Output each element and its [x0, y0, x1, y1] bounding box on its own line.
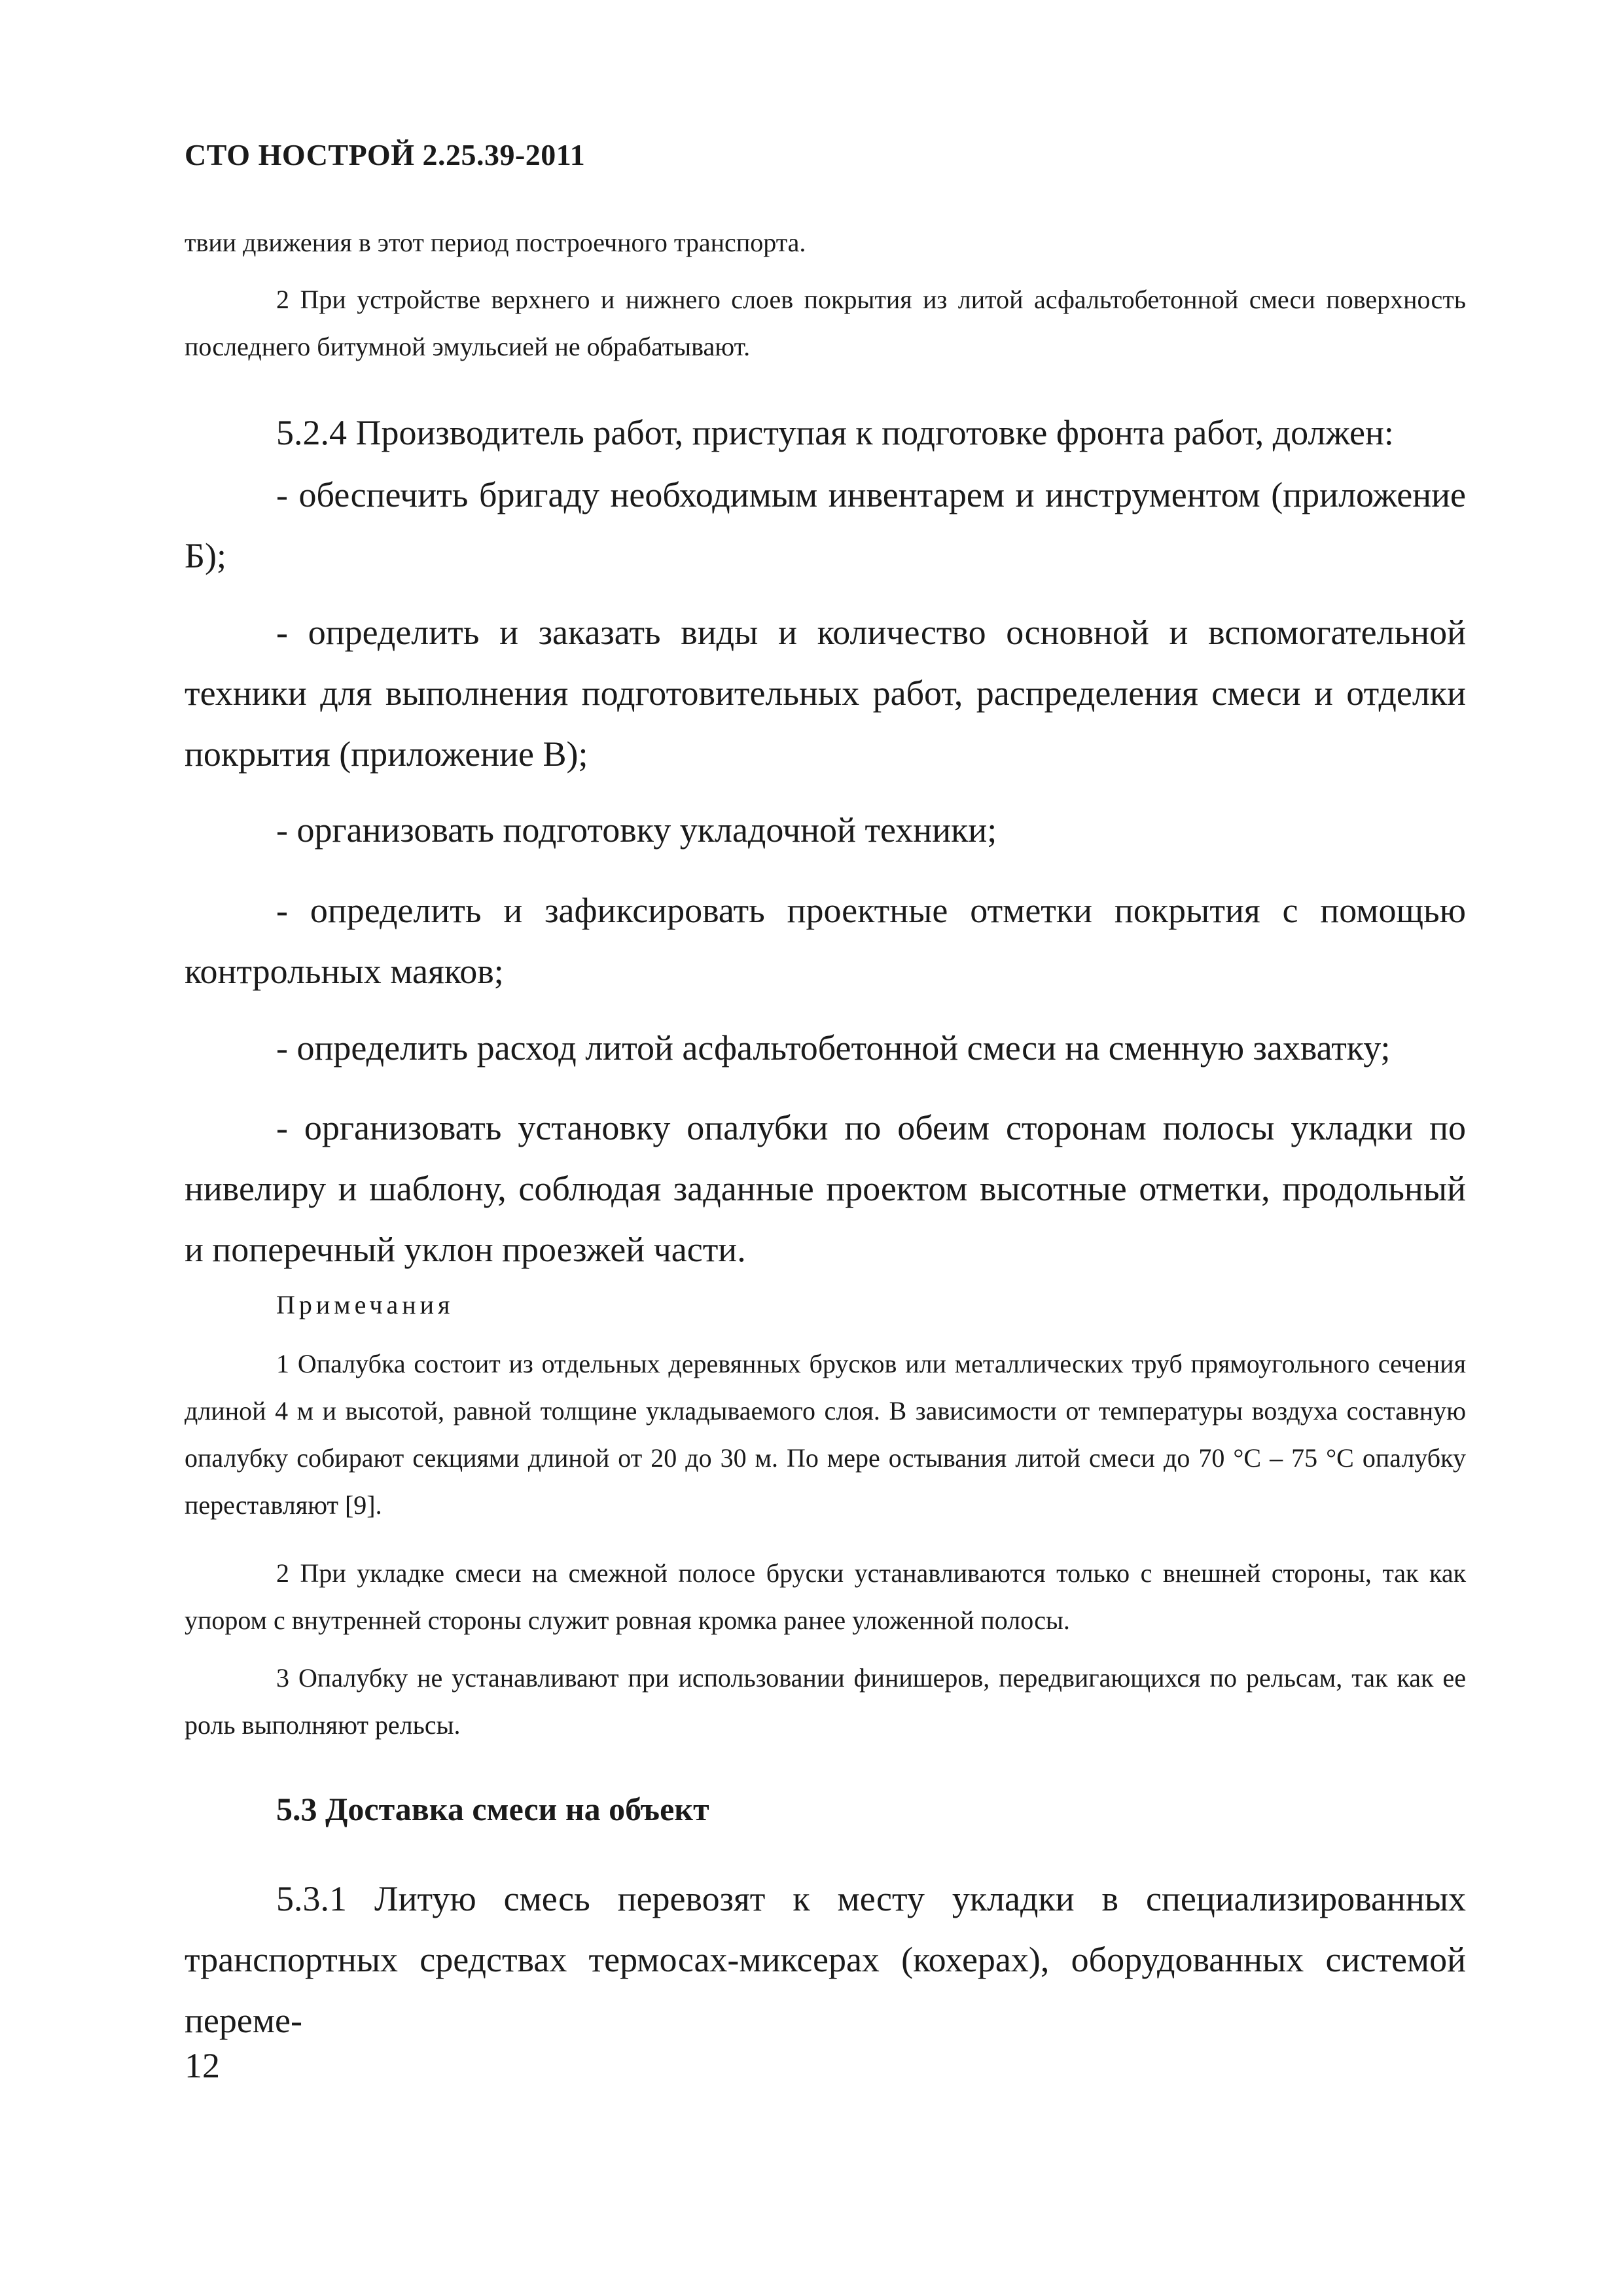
clause-item-4: - определить и зафиксировать проектные отметки покрытия с помощью контрольных маяков;	[185, 891, 1466, 991]
clause-5-2-4-intro: 5.2.4 Производитель работ, приступая к подготовке фронта работ, должен:	[276, 413, 1394, 452]
note-2: 2 При укладке смеси на смежной полосе бруски устанавливаются только с внешней стороны, так как упором с внутренней стороны служит ровная кромка ранее уложенной полосы.	[185, 1558, 1466, 1635]
clause-item-1: - обеспечить бригаду необходимым инвентарем и инструментом (приложение Б);	[185, 475, 1466, 575]
continuation-text: твии движения в этот период построечного транспорта.	[185, 228, 806, 257]
note-3: 3 Опалубку не устанавливают при использовании финишеров, передвигающихся по рельсам, так как ее роль выполняют рельсы.	[185, 1663, 1466, 1740]
page-number: 12	[185, 2046, 220, 2085]
clause-item-3: - организовать подготовку укладочной техники;	[276, 810, 997, 850]
document-code-header: СТО НОСТРОЙ 2.25.39-2011	[185, 138, 586, 171]
clause-item-6: - организовать установку опалубки по обеим сторонам полосы укладки по нивелиру и шаблону, соблюдая заданные проектом высотные отметки, продольный и поперечный уклон проезжей части.	[185, 1108, 1466, 1269]
top-note-2: 2 При устройстве верхнего и нижнего слоев покрытия из литой асфальтобетонной смеси поверхность последнего битумной эмульсией не обрабатывают.	[185, 285, 1466, 361]
note-1: 1 Опалубка состоит из отдельных деревянных брусков или металлических труб прямоугольного сечения длиной 4 м и высотой, равной толщине укладываемого слоя. В зависимости от температуры воздуха составную опалубку собирают секциями длиной от 20 до 30 м. По мере остывания литой смеси до 70 °С – 75 °С опалубку переставляют [9].	[185, 1349, 1466, 1520]
clause-5-3-1: 5.3.1 Литую смесь перевозят к месту укладки в специализированных транспортных средствах термосах-миксерах (кохерах), оборудованных системой переме-	[185, 1879, 1466, 2040]
section-5-3-title: 5.3 Доставка смеси на объект	[276, 1791, 709, 1827]
clause-item-2: - определить и заказать виды и количество основной и вспомогательной техники для выполнения подготовительных работ, распределения смеси и отделки покрытия (приложение В);	[185, 613, 1466, 774]
clause-item-5: - определить расход литой асфальтобетонной смеси на сменную захватку;	[276, 1028, 1391, 1067]
notes-label: Примечания	[276, 1290, 454, 1319]
